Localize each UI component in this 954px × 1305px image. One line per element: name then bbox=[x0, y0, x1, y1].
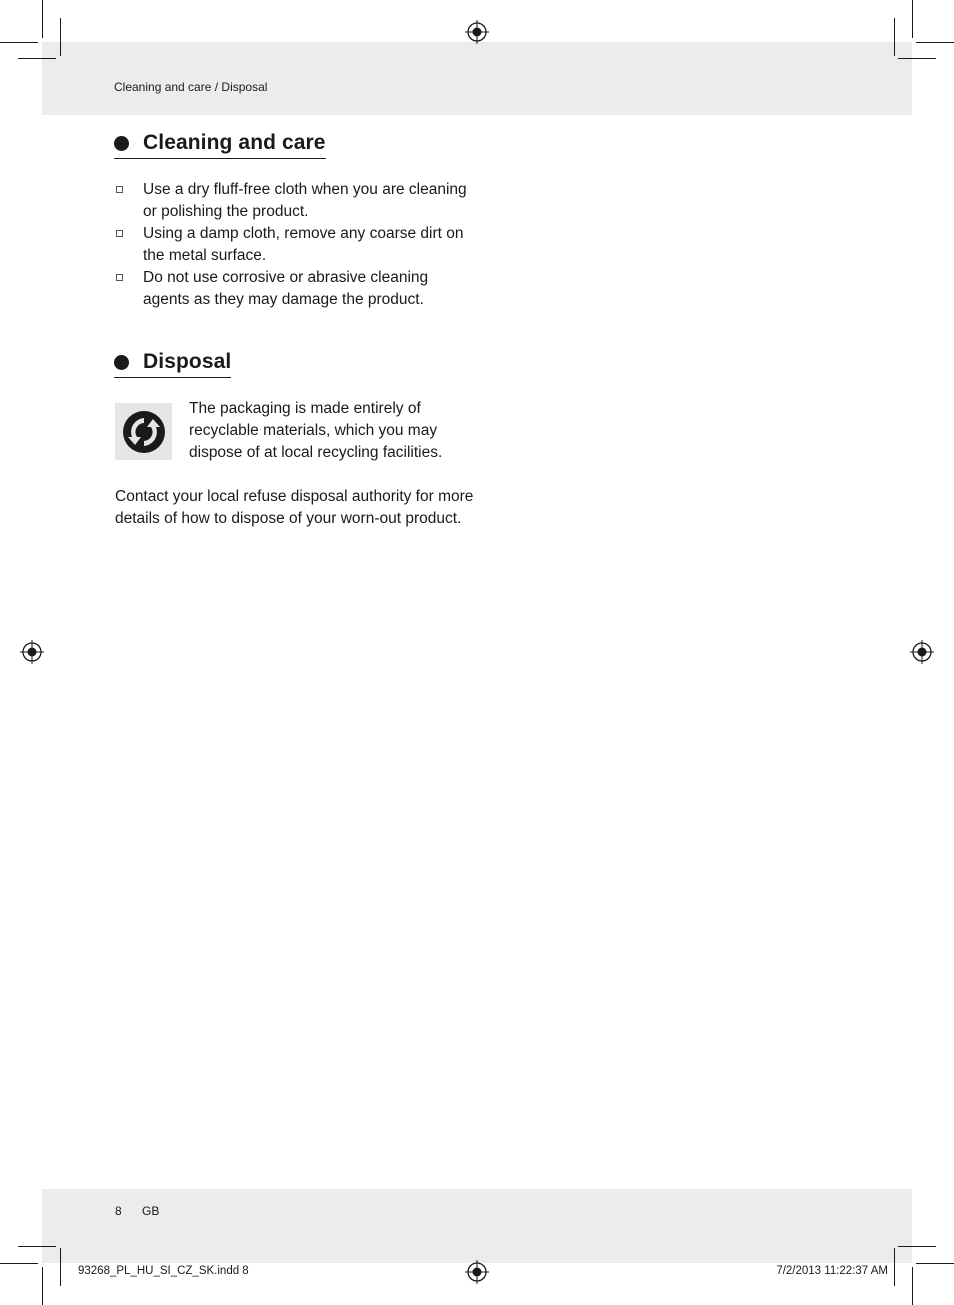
crop-mark bbox=[894, 1248, 895, 1286]
crop-mark bbox=[894, 18, 895, 56]
crop-mark bbox=[0, 42, 38, 43]
crop-mark bbox=[42, 0, 43, 38]
language-code: GB bbox=[142, 1204, 160, 1218]
crop-mark bbox=[60, 18, 61, 56]
recycling-green-dot-icon bbox=[115, 403, 172, 460]
contact-text: Contact your local refuse disposal authority for more details of how to dispose of your worn-out product. bbox=[115, 488, 474, 527]
bullet-dot-icon bbox=[114, 355, 129, 370]
checkbox-bullet-icon bbox=[116, 274, 123, 281]
page-number: 8 bbox=[115, 1204, 122, 1218]
section-heading-cleaning bbox=[114, 131, 326, 159]
crop-mark bbox=[912, 0, 913, 38]
crop-mark bbox=[60, 1248, 61, 1286]
registration-mark-icon bbox=[465, 1260, 489, 1284]
registration-mark-icon bbox=[20, 640, 44, 664]
slug-timestamp: 7/2/2013 11:22:37 AM bbox=[776, 1265, 888, 1277]
bullet-dot-icon bbox=[114, 136, 129, 151]
list-item bbox=[114, 267, 474, 311]
list-item-text: Do not use corrosive or abrasive cleaning agents as they may damage the product. bbox=[143, 269, 429, 308]
list-item bbox=[114, 179, 474, 223]
slug-file-name: 93268_PL_HU_SI_CZ_SK.indd 8 bbox=[78, 1265, 249, 1277]
section-title: Cleaning and care bbox=[143, 131, 326, 154]
list-item-text: Using a damp cloth, remove any coarse dirt on the metal surface. bbox=[143, 225, 464, 264]
registration-mark-icon bbox=[465, 20, 489, 44]
registration-mark-icon bbox=[910, 640, 934, 664]
checkbox-bullet-icon bbox=[116, 230, 123, 237]
crop-mark bbox=[18, 1246, 56, 1247]
crop-mark bbox=[0, 1263, 38, 1264]
crop-mark bbox=[898, 1246, 936, 1247]
header-band bbox=[42, 42, 912, 115]
section-title: Disposal bbox=[143, 350, 232, 373]
crop-mark bbox=[898, 58, 936, 59]
checkbox-bullet-icon bbox=[116, 186, 123, 193]
crop-mark bbox=[916, 1263, 954, 1264]
section-heading-disposal bbox=[114, 350, 231, 378]
crop-mark bbox=[912, 1267, 913, 1305]
crop-mark bbox=[916, 42, 954, 43]
crop-mark bbox=[18, 58, 56, 59]
list-item-text: Use a dry fluff-free cloth when you are cleaning or polishing the product. bbox=[143, 181, 467, 220]
running-head: Cleaning and care / Disposal bbox=[114, 80, 268, 94]
packaging-text: The packaging is made entirely of recyclable materials, which you may dispose of at local recycling facilities. bbox=[189, 400, 443, 461]
footer-band bbox=[42, 1189, 912, 1263]
crop-mark bbox=[42, 1267, 43, 1305]
cleaning-list bbox=[114, 179, 474, 311]
list-item bbox=[114, 223, 474, 267]
